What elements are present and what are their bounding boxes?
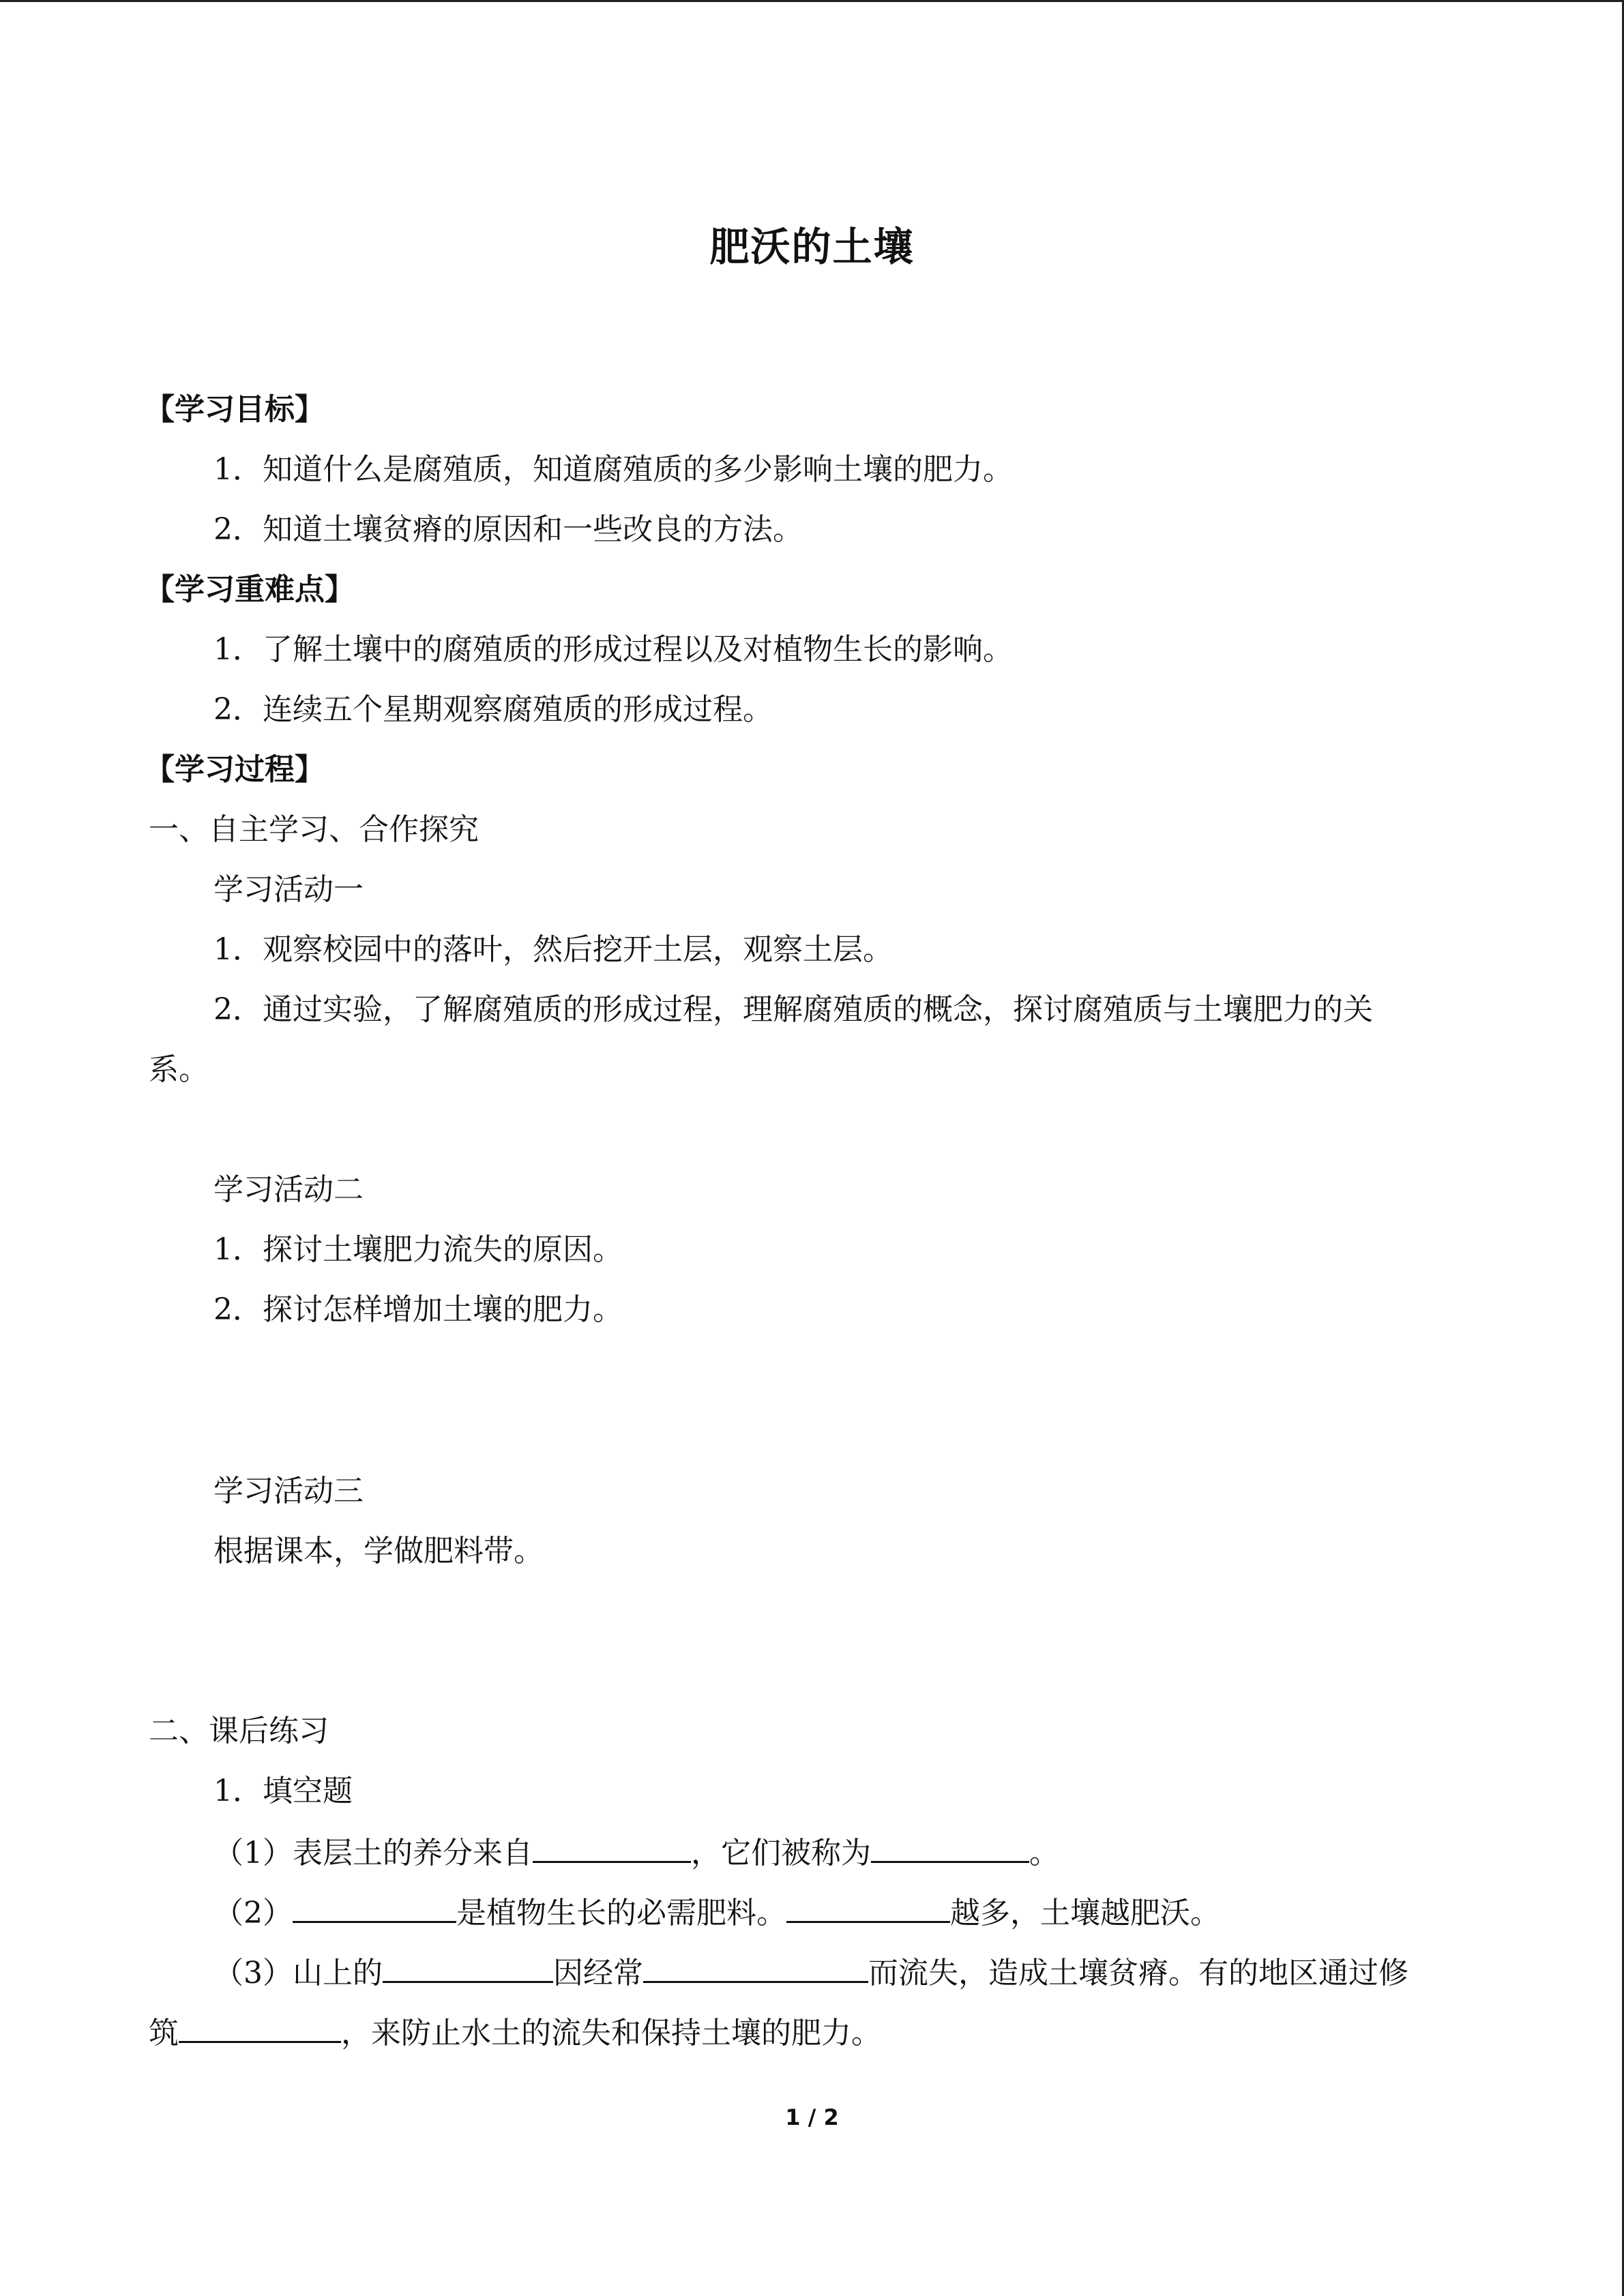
goals-heading: 【学习目标】 bbox=[145, 392, 325, 427]
activity2-item-1: 1．探讨土壤肥力流失的原因。 bbox=[213, 1232, 623, 1267]
activity1-item-2: 2．通过实验，了解腐殖质的形成过程，理解腐殖质的概念，探讨腐殖质与土壤肥力的关 bbox=[213, 992, 1373, 1027]
question-3 bbox=[213, 1951, 1408, 1994]
question-3-cont bbox=[149, 2011, 881, 2054]
activity1-title: 学习活动一 bbox=[213, 872, 364, 907]
goal-item-2: 2．知道土壤贫瘠的原因和一些改良的方法。 bbox=[213, 512, 803, 547]
question-1-part-b: ，它们被称为 bbox=[691, 1836, 871, 1870]
answer-blank[interactable] bbox=[871, 1831, 1029, 1863]
question-3-part-b: 因经常 bbox=[553, 1956, 643, 1991]
question-3-part-c: 而流失，造成土壤贫瘠。有的地区通过修 bbox=[868, 1956, 1408, 1991]
exercise-type: 1．填空题 bbox=[213, 1774, 353, 1808]
part1-heading: 一、自主学习、合作探究 bbox=[149, 812, 479, 847]
activity3-title: 学习活动三 bbox=[213, 1474, 364, 1508]
question-2-part-b: 是植物生长的必需肥料。 bbox=[456, 1896, 786, 1930]
question-2 bbox=[213, 1891, 1220, 1934]
activity2-title: 学习活动二 bbox=[213, 1172, 364, 1207]
question-3-part-d: 筑 bbox=[149, 2016, 179, 2051]
document-title: 肥沃的土壤 bbox=[709, 224, 915, 270]
key-point-item-2: 2．连续五个星期观察腐殖质的形成过程。 bbox=[213, 692, 773, 727]
activity2-item-2: 2．探讨怎样增加土壤的肥力。 bbox=[213, 1292, 623, 1327]
key-point-item-1: 1．了解土壤中的腐殖质的形成过程以及对植物生长的影响。 bbox=[213, 632, 1013, 667]
answer-blank[interactable] bbox=[293, 1891, 456, 1923]
answer-blank[interactable] bbox=[179, 2011, 341, 2043]
answer-blank[interactable] bbox=[383, 1951, 553, 1983]
part2-heading: 二、课后练习 bbox=[149, 1714, 329, 1748]
question-2-part-c: 越多，土壤越肥沃。 bbox=[950, 1896, 1220, 1930]
activity1-item-1: 1．观察校园中的落叶，然后挖开土层，观察土层。 bbox=[213, 932, 893, 967]
answer-blank[interactable] bbox=[533, 1831, 691, 1863]
question-3-part-e: ，来防止水土的流失和保持土壤的肥力。 bbox=[341, 2016, 881, 2051]
activity3-text: 根据课本，学做肥料带。 bbox=[213, 1534, 544, 1568]
question-1 bbox=[213, 1831, 1059, 1874]
question-3-part-a: （3）山上的 bbox=[213, 1956, 383, 1991]
question-1-part-c: 。 bbox=[1029, 1836, 1059, 1870]
key-points-heading: 【学习重难点】 bbox=[145, 572, 355, 607]
activity1-item-2-cont: 系。 bbox=[149, 1052, 209, 1087]
goal-item-1: 1．知道什么是腐殖质，知道腐殖质的多少影响土壤的肥力。 bbox=[213, 452, 1013, 487]
answer-blank[interactable] bbox=[643, 1951, 868, 1983]
question-1-part-a: （1）表层土的养分来自 bbox=[213, 1836, 533, 1870]
answer-blank[interactable] bbox=[786, 1891, 950, 1923]
process-heading: 【学习过程】 bbox=[145, 752, 325, 787]
question-2-part-a: （2） bbox=[213, 1896, 293, 1930]
page-number: 1 / 2 bbox=[785, 2104, 839, 2130]
